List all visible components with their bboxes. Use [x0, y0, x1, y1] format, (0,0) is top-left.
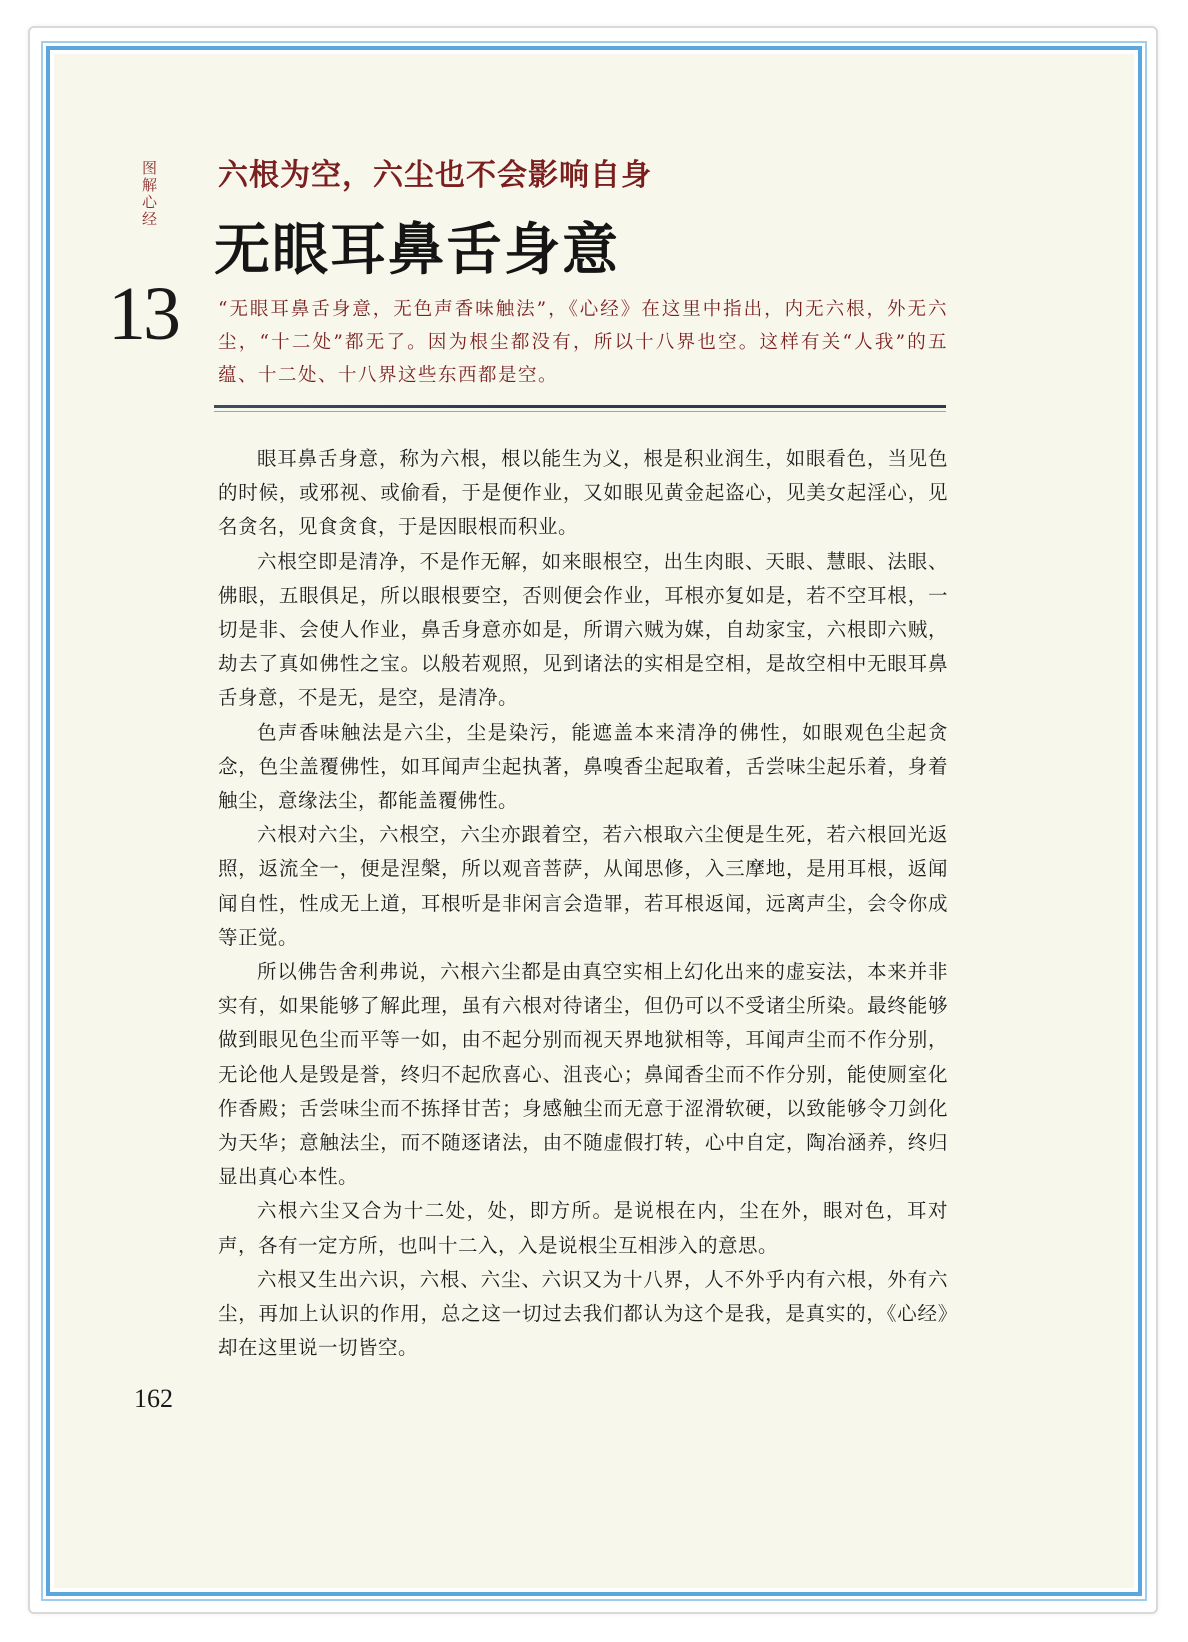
title-divider-thin [214, 411, 946, 412]
paragraph: 六根空即是清净，不是作无解，如来眼根空，出生肉眼、天眼、慧眼、法眼、佛眼，五眼俱足，所以眼根要空，否则便会作业，耳根亦复如是，若不空耳根，一切是非、会使人作业，鼻舌身意亦如是，所谓六贼为媒，自劫家宝，六根即六贼，劫去了真如佛性之宝。以般若观照，见到诸法的实相是空相，是故空相中无眼耳鼻舌身意，不是无，是空，是清净。 [218, 549, 948, 710]
section-title: 无眼耳鼻舌身意 [214, 218, 620, 283]
paragraph: 所以佛告舍利弗说，六根六尘都是由真空实相上幻化出来的虚妄法，本来并非实有，如果能够了解此理，虽有六根对待诸尘，但仍可以不受诸尘所染。最终能够做到眼见色尘而平等一如，由不起分别而视天界地狱相等，耳闻声尘而不作分别，无论他人是毁是誉，终归不起欣喜心、沮丧心；鼻闻香尘而不作分别，能使厕室化作香殿；舌尝味尘而不拣择甘苦；身感触尘而无意于涩滑软硬，以致能够令刀剑化为天华；意触法尘，而不随逐诸法，由不随虚假打转，心中自定，陶冶涵养，终归显出真心本性。 [218, 960, 948, 1189]
page-number: 162 [134, 1384, 173, 1413]
book-series-label: 图解心经 [140, 160, 158, 228]
intro-summary: “无眼耳鼻舌身意，无色声香味触法”，《心经》在这里中指出，内无六根，外无六尘，“十二处”都无了。因为根尘都没有，所以十八界也空。这样有关“人我”的五蕴、十二处、十八界这些东西都是空。 [218, 299, 948, 386]
body-text [218, 442, 948, 1365]
paragraph: 六根对六尘，六根空，六尘亦跟着空，若六根取六尘便是生死，若六根回光返照，返流全一，便是涅槃，所以观音菩萨，从闻思修，入三摩地，是用耳根，返闻闻自性，性成无上道，耳根听是非闲言会造罪，若耳根返闻，远离声尘，会令你成等正觉。 [218, 823, 948, 949]
title-divider [214, 405, 946, 408]
chapter-number: 13 [108, 272, 178, 356]
paragraph: 色声香味触法是六尘，尘是染污，能遮盖本来清净的佛性，如眼观色尘起贪念，色尘盖覆佛性，如耳闻声尘起执著，鼻嗅香尘起取着，舌尝味尘起乐着，身着触尘，意缘法尘，都能盖覆佛性。 [218, 720, 948, 813]
paragraph: 六根六尘又合为十二处，处，即方所。是说根在内，尘在外，眼对色，耳对声，各有一定方所，也叫十二入，入是说根尘互相涉入的意思。 [218, 1199, 948, 1257]
paragraph: 眼耳鼻舌身意，称为六根，根以能生为义，根是积业润生，如眼看色，当见色的时候，或邪视、或偷看，于是便作业，又如眼见黄金起盗心，见美女起淫心，见名贪名，见食贪食，于是因眼根而积业。 [218, 447, 948, 539]
section-subtitle: 六根为空，六尘也不会影响自身 [218, 158, 652, 193]
paragraph: 六根又生出六识，六根、六尘、六识又为十八界，人不外乎内有六根，外有六尘，再加上认识的作用，总之这一切过去我们都认为这个是我，是真实的，《心经》却在这里说一切皆空。 [218, 1267, 948, 1360]
